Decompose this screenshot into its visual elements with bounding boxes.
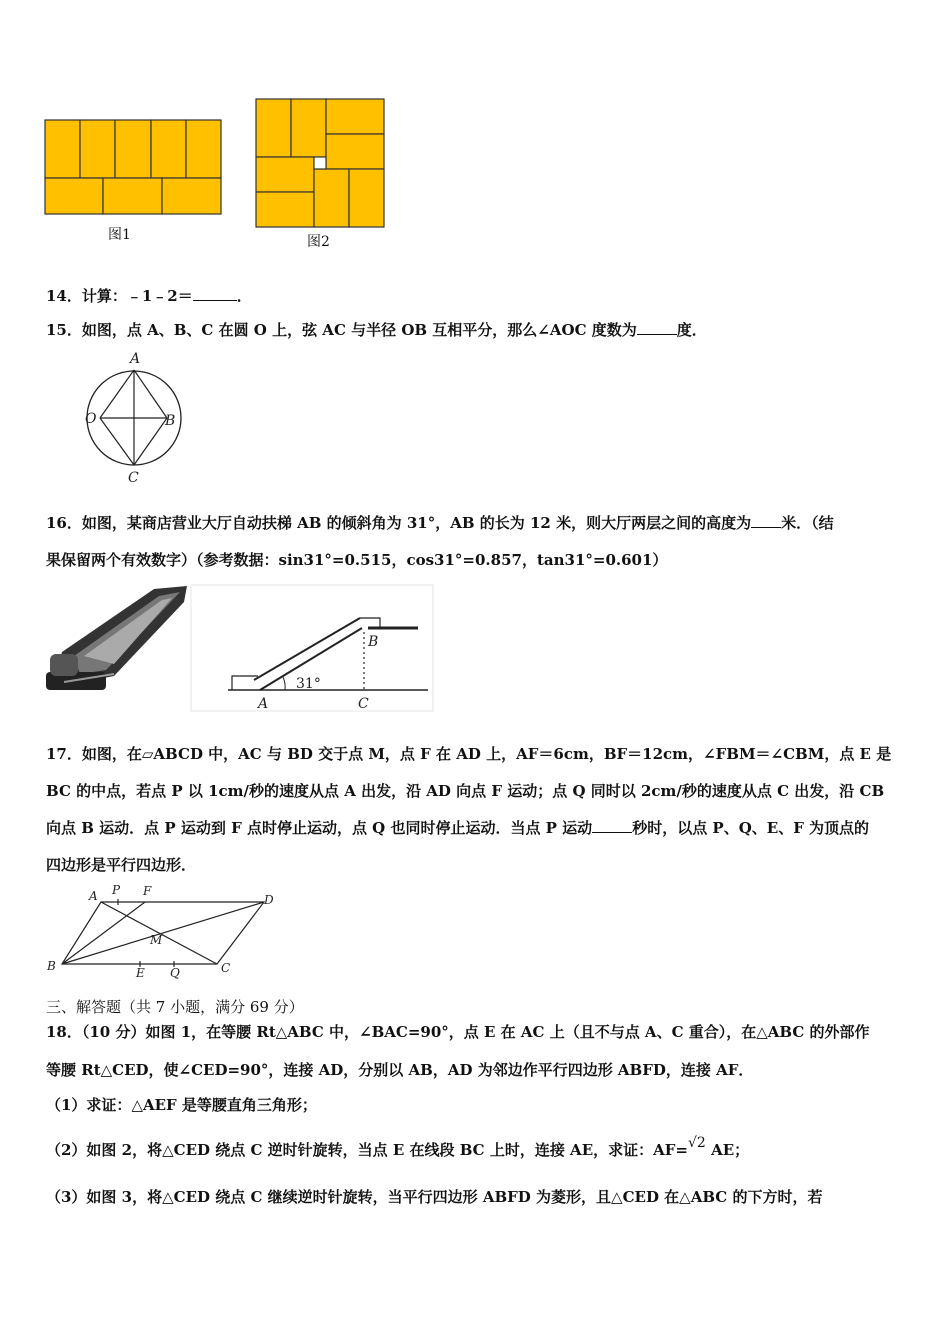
question-17-line-2: BC 的中点，若点 P 以 1cm/秒的速度从点 A 出发，沿 AD 向点 F 运动；点 Q 同时以 2cm/秒的速度从点 C 出发，沿 CB [46, 782, 885, 800]
label-d: D [264, 893, 274, 907]
label-o: O [85, 411, 97, 427]
label-q: Q [170, 966, 180, 980]
question-17-line-3: 向点 B 运动．点 P 运动到 F 点时停止运动，点 Q 也同时停止运动．当点 P 运动 秒时，以点 P、Q、E、F 为顶点的 [46, 819, 870, 837]
center-gap [314, 157, 326, 169]
tile [45, 178, 103, 214]
circle-figure [44, 350, 184, 486]
label-b: B [165, 413, 176, 429]
answer-blank [592, 818, 632, 833]
label-a: A [258, 696, 269, 712]
tile [103, 178, 162, 214]
label-f: F [143, 884, 152, 898]
answer-blank [751, 513, 781, 528]
question-17-line-4: 四边形是平行四边形． [46, 856, 197, 874]
figure-2-tiles [255, 98, 387, 230]
tile [45, 120, 80, 178]
segment-oa [100, 370, 134, 418]
tile [326, 134, 384, 169]
tile [326, 99, 384, 134]
figure-1-tiles [44, 119, 224, 219]
diagonal-bd [62, 902, 264, 964]
question-18-part-1: （1）求证：△AEF 是等腰直角三角形； [46, 1096, 317, 1114]
tile [314, 169, 349, 227]
label-a: A [89, 889, 98, 903]
question-16-line-2: 果保留两个有效数字）（参考数据：sin31°=0.515，cos31°=0.857，tan31°=0.601） [46, 551, 668, 569]
tile [349, 169, 384, 227]
answer-blank [637, 320, 677, 335]
tile [256, 99, 291, 157]
label-b: B [47, 959, 56, 973]
label-c: C [128, 470, 139, 486]
escalator-diagram [190, 584, 435, 712]
tile [80, 120, 115, 178]
figure-1-caption: 图1 [108, 227, 131, 243]
segment-cb [134, 418, 167, 465]
segment-ab [134, 370, 167, 418]
question-18-line-1: 18．（10 分）如图 1，在等腰 Rt△ABC 中，∠BAC=90°，点 E 在 AC 上（且不与点 A、C 重合），在△ABC 的外部作 [46, 1023, 870, 1041]
escalator-photo [44, 584, 189, 696]
tile [256, 192, 314, 227]
question-18-part-2: （2）如图 2，将△CED 绕点 C 逆时针旋转，当点 E 在线段 BC 上时，连接 AE，求证：AF=√2 AE； [46, 1135, 750, 1159]
tile [151, 120, 186, 178]
question-16-line-1: 16．如图，某商店营业大厅自动扶梯 AB 的倾斜角为 31°，AB 的长为 12 米，则大厅两层之间的高度为 米．（结 [46, 514, 834, 532]
segment-bf [62, 902, 145, 964]
tile [256, 157, 314, 192]
section-3-title: 三、解答题（共 7 小题，满分 69 分） [46, 998, 304, 1016]
figure-2-caption: 图2 [307, 234, 330, 250]
tile [162, 178, 221, 214]
escalator-upper-rail [254, 618, 360, 680]
label-c: C [221, 961, 231, 975]
tile [291, 99, 326, 157]
answer-blank [193, 286, 237, 301]
question-18-part-3: （3）如图 3，将△CED 绕点 C 继续逆时针旋转，当平行四边形 ABFD 为菱形，且△CED 在△ABC 的下方时，若 [46, 1188, 823, 1206]
label-e: E [136, 966, 145, 980]
question-15: 15．如图，点 A、B、C 在圆 O 上，弦 AC 与半径 OB 互相平分，那么∠AOC 度数为 度． [46, 321, 707, 339]
question-18-line-2: 等腰 Rt△CED，使∠CED=90°，连接 AD，分别以 AB，AD 为邻边作平行四边形 ABFD，连接 AF． [46, 1061, 754, 1079]
label-p: P [112, 883, 121, 897]
tile [186, 120, 221, 178]
label-b: B [368, 634, 379, 650]
question-17-line-1: 17．如图，在▱ABCD 中，AC 与 BD 交于点 M，点 F 在 AD 上，AF＝6cm，BF＝12cm，∠FBM＝∠CBM，点 E 是 [46, 745, 892, 763]
angle-label: 31° [296, 676, 321, 692]
label-m: M [150, 933, 163, 947]
segment-oc [100, 418, 134, 465]
tile [115, 120, 151, 178]
label-c: C [358, 696, 369, 712]
label-a: A [130, 351, 141, 367]
sqrt-2: √2 [688, 1135, 706, 1151]
question-14: 14．计算：﹣1﹣2＝ ． [46, 287, 252, 305]
parallelogram-figure [44, 882, 279, 980]
lower-landing [232, 676, 258, 690]
angle-arc [283, 677, 285, 690]
